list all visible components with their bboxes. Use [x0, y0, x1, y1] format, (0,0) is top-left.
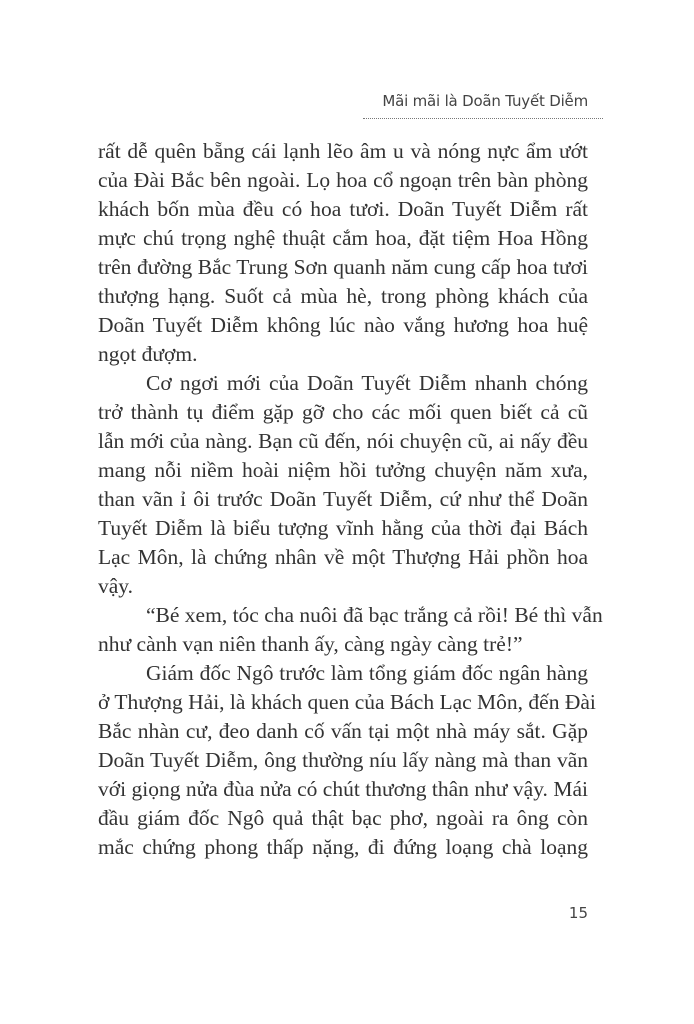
- text-line: thượng hạng. Suốt cả mùa hè, trong phòng khách của: [98, 284, 588, 308]
- text-line: than vãn ỉ ôi trước Doãn Tuyết Diễm, cứ như thể Doãn: [98, 487, 588, 511]
- text-line: mực chú trọng nghệ thuật cắm hoa, đặt tiệm Hoa Hồng: [98, 226, 588, 250]
- running-header: Mãi mãi là Doãn Tuyết Diễm: [382, 92, 588, 110]
- header-divider: [363, 118, 603, 119]
- paragraph: [98, 137, 588, 369]
- paragraph: [98, 369, 588, 601]
- text-line: với giọng nửa đùa nửa có chút thương thân như vậy. Mái: [98, 777, 588, 801]
- text-line: của Đài Bắc bên ngoài. Lọ hoa cổ ngoạn trên bàn phòng: [98, 168, 588, 192]
- text-line: rất dễ quên bẵng cái lạnh lẽo âm u và nóng nực ẩm ướt: [98, 139, 588, 163]
- text-line: Doãn Tuyết Diễm không lúc nào vắng hương hoa huệ: [98, 313, 588, 337]
- text-line: Tuyết Diễm là biểu tượng vĩnh hằng của thời đại Bách: [98, 516, 588, 540]
- paragraph: [98, 659, 596, 862]
- text-line: lẫn mới của nàng. Bạn cũ đến, nói chuyện cũ, ai nấy đều: [98, 429, 588, 453]
- body-text: [98, 137, 603, 862]
- page-number: 15: [568, 904, 588, 922]
- text-line: Bắc nhàn cư, đeo danh cố vấn tại một nhà máy sắt. Gặp: [98, 719, 588, 743]
- text-line: khách bốn mùa đều có hoa tươi. Doãn Tuyết Diễm rất: [98, 197, 588, 221]
- text-line: đầu giám đốc Ngô quả thật bạc phơ, ngoài ra ông còn: [98, 806, 588, 830]
- text-line: Cơ ngơi mới của Doãn Tuyết Diễm nhanh chóng: [146, 371, 588, 395]
- text-line: vậy.: [98, 574, 134, 598]
- text-line: trên đường Bắc Trung Sơn quanh năm cung cấp hoa tươi: [98, 255, 588, 279]
- text-line: ở Thượng Hải, là khách quen của Bách Lạc Môn, đến Đài: [98, 690, 596, 714]
- text-line: Giám đốc Ngô trước làm tổng giám đốc ngân hàng: [146, 661, 588, 685]
- text-line: mắc chứng phong thấp nặng, đi đứng loạng chà loạng: [98, 835, 588, 859]
- text-line: Doãn Tuyết Diễm, ông thường níu lấy nàng mà than vãn: [98, 748, 588, 772]
- paragraph: [98, 601, 603, 659]
- text-line: Lạc Môn, là chứng nhân về một Thượng Hải phồn hoa: [98, 545, 588, 569]
- text-line: như cành vạn niên thanh ấy, càng ngày càng trẻ!”: [98, 632, 523, 656]
- text-line: ngọt đượm.: [98, 342, 198, 366]
- text-line: mang nỗi niềm hoài niệm hồi tưởng chuyện năm xưa,: [98, 458, 588, 482]
- text-line: trở thành tụ điểm gặp gỡ cho các mối quen biết cả cũ: [98, 400, 588, 424]
- text-line: “Bé xem, tóc cha nuôi đã bạc trắng cả rồi! Bé thì vẫn: [146, 603, 603, 627]
